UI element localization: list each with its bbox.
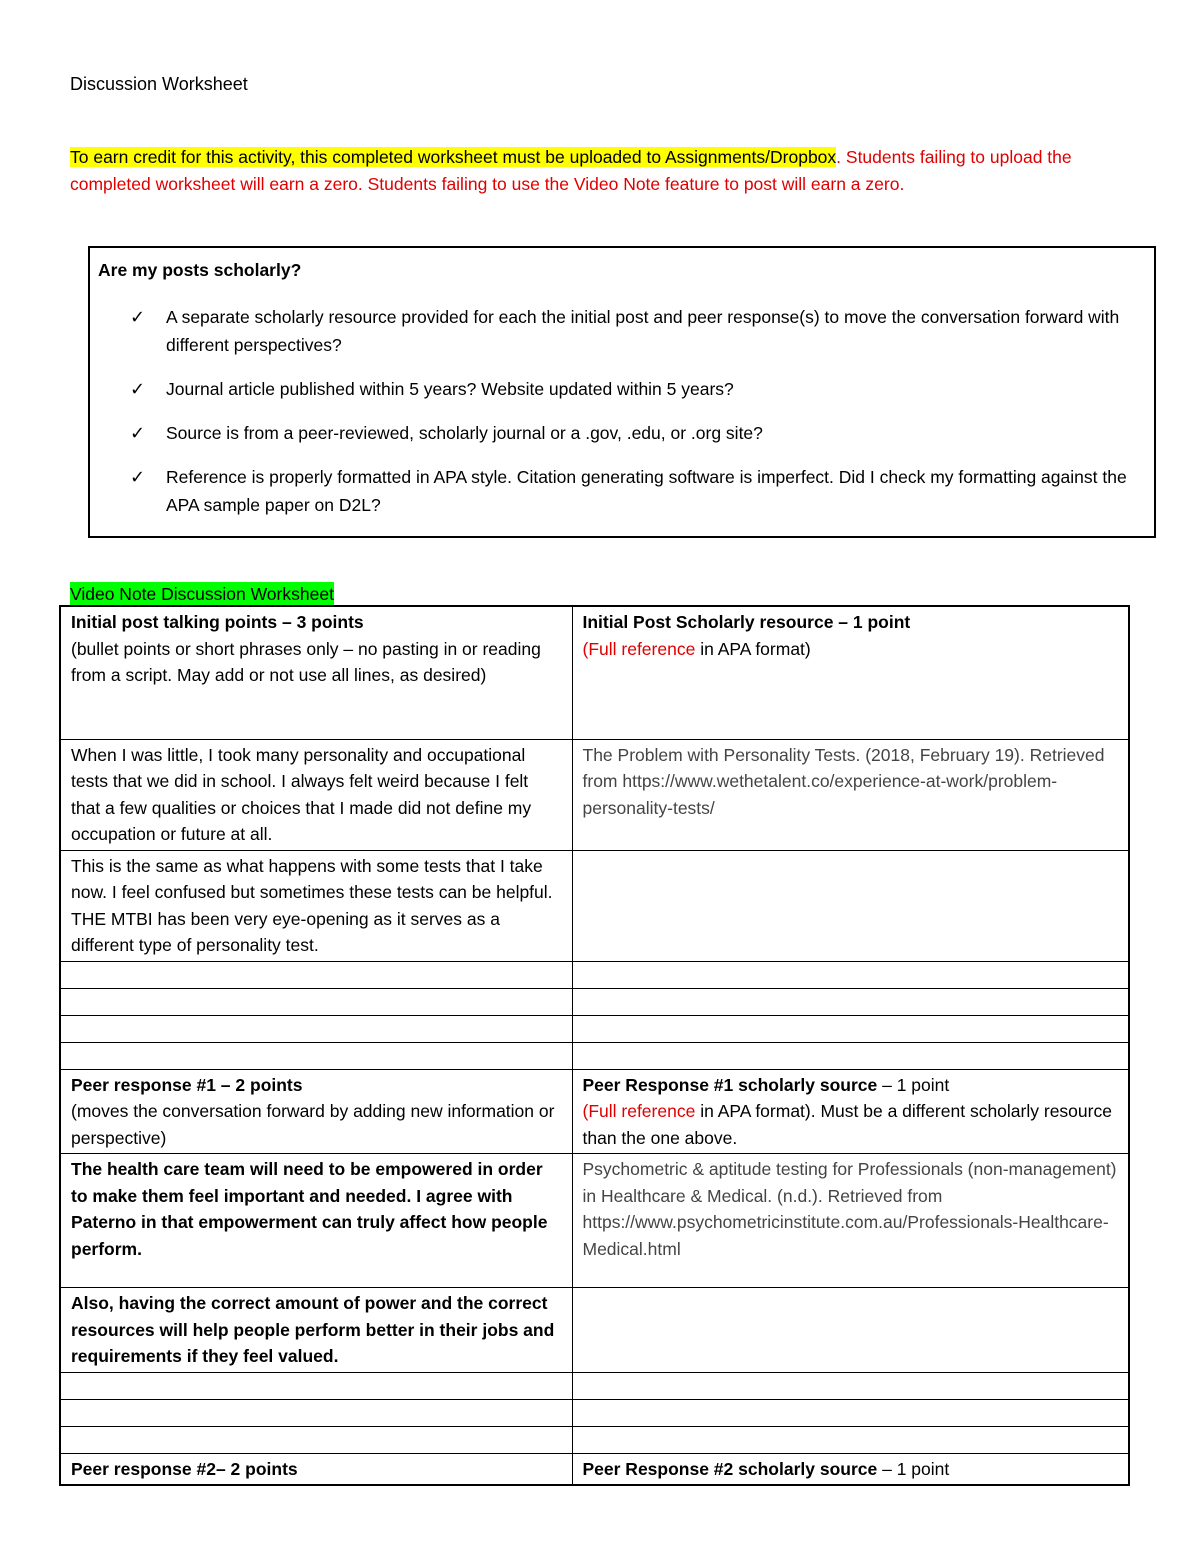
table-row [60, 1399, 1129, 1426]
initial-resource-note: (Full reference in APA format) [582, 638, 811, 659]
checklist-item-text: A separate scholarly resource provided for each the initial post and peer response(s) to move the conversation forward with different perspectives? [166, 307, 1120, 355]
worksheet-table [59, 605, 1130, 1486]
initial-header-row [60, 606, 1129, 739]
peer1-header-row [60, 1069, 1129, 1154]
talking-point-cell[interactable]: This is the same as what happens with some tests that I take now. I feel confused but sometimes these tests can be helpful. THE MTBI has been very eye-opening as it serves as a different type of personality test. [60, 850, 572, 961]
peer1-reference-cell[interactable] [572, 1288, 1129, 1373]
peer1-points-note: (moves the conversation forward by adding new information or perspective) [71, 1101, 555, 1148]
talking-point-cell[interactable]: When I was little, I took many personality and occupational tests that we did in school. I always felt weird because I felt that a few qualities or choices that I made did not define my occupation or future at all. [60, 739, 572, 850]
peer1-point-cell[interactable]: The health care team will need to be empowered in order to make them feel important and needed. I agree with Paterno in that empowerment can truly affect how people perform. [60, 1154, 572, 1288]
checklist-heading: Are my posts scholarly? [98, 260, 302, 280]
empty-cell[interactable] [572, 1015, 1129, 1042]
initial-points-label: Initial post talking points – 3 points [71, 612, 364, 632]
checklist-item-text: Reference is properly formatted in APA style. Citation generating software is imperfect. Did I check my formatting against the APA sample paper on D2L? [166, 467, 1127, 515]
empty-cell[interactable] [60, 1372, 572, 1399]
checklist-item-text: Journal article published within 5 years? Website updated within 5 years? [166, 379, 734, 399]
scholarly-checklist-panel [88, 246, 1156, 538]
table-row [60, 1426, 1129, 1453]
empty-cell[interactable] [572, 961, 1129, 988]
table-row [60, 739, 1129, 850]
empty-cell[interactable] [60, 1399, 572, 1426]
checklist-item-text: Source is from a peer-reviewed, scholarly journal or a .gov, .edu, or .org site? [166, 423, 763, 443]
empty-cell[interactable] [60, 988, 572, 1015]
checkmark-icon: ✓ [130, 379, 146, 399]
table-row [60, 1015, 1129, 1042]
checklist [130, 303, 1140, 535]
peer1-resource-label: Peer Response #1 scholarly source – 1 point [582, 1074, 950, 1095]
empty-cell[interactable] [572, 988, 1129, 1015]
initial-points-note: (bullet points or short phrases only – no pasting in or reading from a script. May add or not use all lines, as desired) [71, 638, 541, 685]
table-row [60, 1372, 1129, 1399]
checklist-item [130, 303, 1140, 359]
empty-cell[interactable] [60, 1042, 572, 1069]
reference-cell[interactable]: The Problem with Personality Tests. (2018, February 19). Retrieved from https://www.wethetalent.co/experience-at-work/problem-personality-tests/ [572, 739, 1129, 850]
peer1-points-header [60, 1069, 572, 1154]
empty-cell[interactable] [572, 1372, 1129, 1399]
empty-cell[interactable] [572, 1426, 1129, 1453]
credit-notice [70, 144, 1145, 198]
notice-warning-text: . Students failing to upload the completed worksheet will earn a zero. Students failing to use the Video Note feature to post will earn a zero. [70, 147, 1072, 194]
peer2-resource-label: Peer Response #2 scholarly source – 1 point [572, 1453, 1129, 1485]
empty-cell[interactable] [60, 961, 572, 988]
notice-highlighted-text: To earn credit for this activity, this completed worksheet must be uploaded to Assignments/Dropbox [70, 147, 837, 167]
peer1-points-label: Peer response #1 – 2 points [71, 1074, 303, 1095]
reference-cell[interactable] [572, 850, 1129, 961]
peer2-points-label: Peer response #2– 2 points [60, 1453, 572, 1485]
checkmark-icon: ✓ [130, 467, 146, 487]
table-row [60, 988, 1129, 1015]
initial-resource-header [572, 606, 1129, 739]
peer1-reference-cell[interactable]: Psychometric & aptitude testing for Professionals (non-management) in Healthcare & Medical. (n.d.). Retrieved from https://www.psychometricinstitute.com.au/Professionals-Healthcare-Medical.html [572, 1154, 1129, 1288]
checklist-item [130, 463, 1140, 519]
peer1-resource-header [572, 1069, 1129, 1154]
empty-cell[interactable] [572, 1042, 1129, 1069]
checkmark-icon: ✓ [130, 423, 146, 443]
initial-resource-label: Initial Post Scholarly resource – 1 point [582, 612, 911, 632]
initial-points-header [60, 606, 572, 739]
table-row [60, 1288, 1129, 1373]
peer2-header-row [60, 1453, 1129, 1485]
checkmark-icon: ✓ [130, 307, 146, 327]
empty-cell[interactable] [572, 1399, 1129, 1426]
empty-cell[interactable] [60, 1426, 572, 1453]
page-title: Discussion Worksheet [70, 74, 248, 94]
table-row [60, 961, 1129, 988]
checklist-item [130, 375, 1140, 403]
checklist-item [130, 419, 1140, 447]
worksheet-title: Video Note Discussion Worksheet [70, 584, 334, 604]
table-row [60, 1042, 1129, 1069]
peer1-resource-note: (Full reference in APA format). Must be a different scholarly resource than the one above. [582, 1101, 1112, 1148]
empty-cell[interactable] [60, 1015, 572, 1042]
table-row [60, 850, 1129, 961]
table-row [60, 1154, 1129, 1288]
peer1-point-cell[interactable]: Also, having the correct amount of power and the correct resources will help people perform better in their jobs and requirements if they feel valued. [60, 1288, 572, 1373]
